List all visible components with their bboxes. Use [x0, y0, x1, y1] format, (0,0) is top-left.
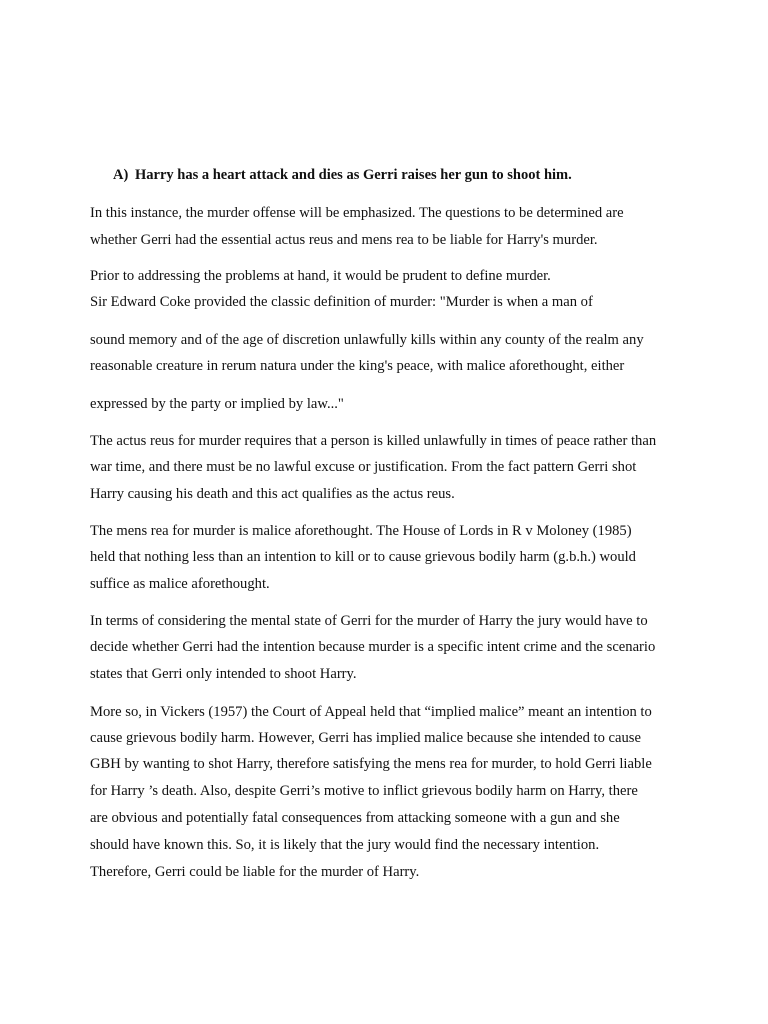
text-line: states that Gerri only intended to shoot Harry. — [90, 666, 357, 682]
text-line: Therefore, Gerri could be liable for the murder of Harry. — [90, 864, 420, 880]
section-heading — [113, 165, 572, 185]
text-line: should have known this. So, it is likely that the jury would find the necessary intention. — [90, 837, 600, 853]
text-line: expressed by the party or implied by law..." — [90, 396, 344, 412]
text-line: In this instance, the murder offense will be emphasized. The questions to be determined are — [90, 205, 624, 221]
text-line: Harry causing his death and this act qualifies as the actus reus. — [90, 486, 455, 502]
text-line: The mens rea for murder is malice aforethought. The House of Lords in R v Moloney (1985) — [90, 523, 632, 539]
text-line: suffice as malice aforethought. — [90, 576, 270, 592]
text-line: cause grievous bodily harm. However, Gerri has implied malice because she intended to cause — [90, 730, 641, 746]
text-line: In terms of considering the mental state of Gerri for the murder of Harry the jury would have to — [90, 613, 648, 629]
text-line: GBH by wanting to shot Harry, therefore satisfying the mens rea for murder, to hold Gerri liable — [90, 756, 652, 772]
text-line: are obvious and potentially fatal consequences from attacking someone with a gun and she — [90, 810, 620, 826]
section-marker: A) — [113, 167, 129, 183]
text-line: The actus reus for murder requires that a person is killed unlawfully in times of peace rather than — [90, 433, 657, 449]
text-line: decide whether Gerri had the intention because murder is a specific intent crime and the scenario — [90, 639, 656, 655]
text-line: reasonable creature in rerum natura under the king's peace, with malice aforethought, either — [90, 358, 625, 374]
text-line: Prior to addressing the problems at hand, it would be prudent to define murder. — [90, 268, 551, 284]
text-line: sound memory and of the age of discretion unlawfully kills within any county of the realm any — [90, 332, 644, 348]
text-line: Sir Edward Coke provided the classic definition of murder: "Murder is when a man of — [90, 294, 593, 310]
text-line: held that nothing less than an intention to kill or to cause grievous bodily harm (g.b.h.) would — [90, 549, 636, 565]
text-line: whether Gerri had the essential actus reus and mens rea to be liable for Harry's murder. — [90, 232, 598, 248]
text-line: war time, and there must be no lawful excuse or justification. From the fact pattern Gerri shot — [90, 459, 637, 475]
section-heading-text: Harry has a heart attack and dies as Gerri raises her gun to shoot him. — [135, 167, 572, 183]
text-line: More so, in Vickers (1957) the Court of Appeal held that “implied malice” meant an intention to — [90, 704, 652, 720]
text-line: for Harry ’s death. Also, despite Gerri’s motive to inflict grievous bodily harm on Harry, there — [90, 783, 638, 799]
